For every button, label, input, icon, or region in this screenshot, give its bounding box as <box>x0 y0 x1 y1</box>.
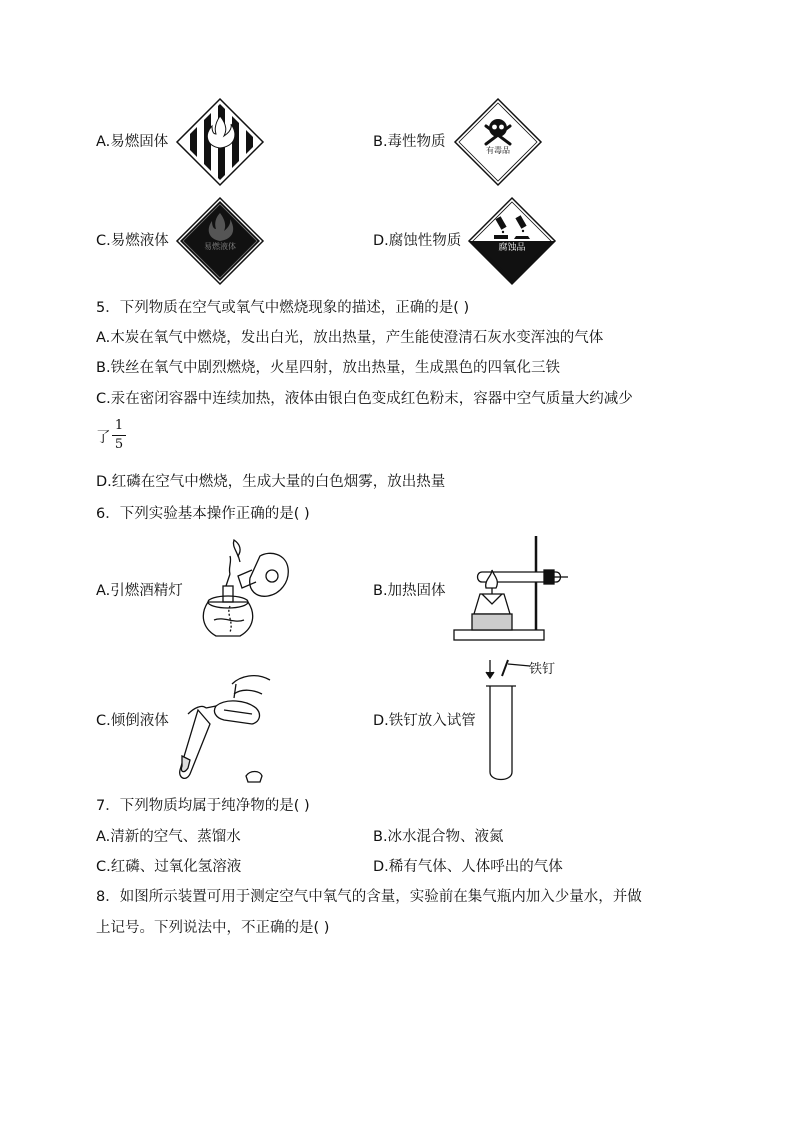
corrosive-sign-label: 腐蚀品 <box>498 243 526 253</box>
iron-nail-label: 铁钉 <box>529 662 556 677</box>
iron-nail-test-tube-illustration-icon <box>478 654 534 784</box>
q5-option-a: A.木炭在氧气中燃烧，发出白光，放出热量，产生能使澄清石灰水变浑浊的气体 <box>96 330 604 346</box>
q6-option-c: C.倾倒液体 <box>96 713 169 729</box>
q5-option-d: D.红磷在空气中燃烧，生成大量的白色烟雾，放出热量 <box>96 474 446 490</box>
q7-stem: 7．下列物质均属于纯净物的是( ) <box>96 798 310 814</box>
fraction-one-fifth <box>112 418 126 453</box>
fraction-numerator: 1 <box>114 418 124 433</box>
heating-solid-apparatus-illustration-icon <box>452 532 578 644</box>
q5-stem: 5．下列物质在空气或氧气中燃烧现象的描述，正确的是( ) <box>96 300 470 316</box>
flammable-solid-sign-icon <box>176 98 264 186</box>
q5-option-c: C.汞在密闭容器中连续加热，液体由银白色变成红色粉末，容器中空气质量大约减少 <box>96 391 633 407</box>
q4-option-c: C.易燃液体 <box>96 233 169 249</box>
q7-option-c: C.红磷、过氧化氢溶液 <box>96 859 242 875</box>
q5-option-b: B.铁丝在氧气中剧烈燃烧，火星四射，放出热量，生成黑色的四氧化三铁 <box>96 360 561 376</box>
q4-option-b: B.毒性物质 <box>373 134 446 150</box>
toxic-sign-label: 有毒品 <box>486 146 510 155</box>
fraction-denominator: 5 <box>114 437 124 452</box>
q8-stem-line1: 8．如图所示装置可用于测定空气中氧气的含量，实验前在集气瓶内加入少量水，并做 <box>96 889 642 905</box>
q6-option-a: A.引燃酒精灯 <box>96 583 183 599</box>
q6-option-d: D.铁钉放入试管 <box>373 713 476 729</box>
lighting-alcohol-lamp-illustration-icon <box>190 536 300 642</box>
q7-option-b: B.冰水混合物、液氮 <box>373 829 504 845</box>
q7-option-d: D.稀有气体、人体呼出的气体 <box>373 859 563 875</box>
q8-stem-line2: 上记号。下列说法中，不正确的是( ) <box>96 920 330 936</box>
toxic-substance-sign-icon <box>454 98 542 186</box>
q4-option-a: A.易燃固体 <box>96 134 169 150</box>
q5-option-c-continuation: 了 <box>96 430 111 446</box>
corrosive-substance-sign-icon <box>468 197 556 285</box>
q6-stem: 6．下列实验基本操作正确的是( ) <box>96 506 310 522</box>
flammable-liquid-sign-label: 易燃液体 <box>204 242 236 251</box>
flammable-liquid-sign-icon <box>176 197 264 285</box>
pouring-liquid-illustration-icon <box>176 664 280 784</box>
q4-option-d: D.腐蚀性物质 <box>373 233 462 249</box>
q6-option-b: B.加热固体 <box>373 583 446 599</box>
q7-option-a: A.清新的空气、蒸馏水 <box>96 829 241 845</box>
